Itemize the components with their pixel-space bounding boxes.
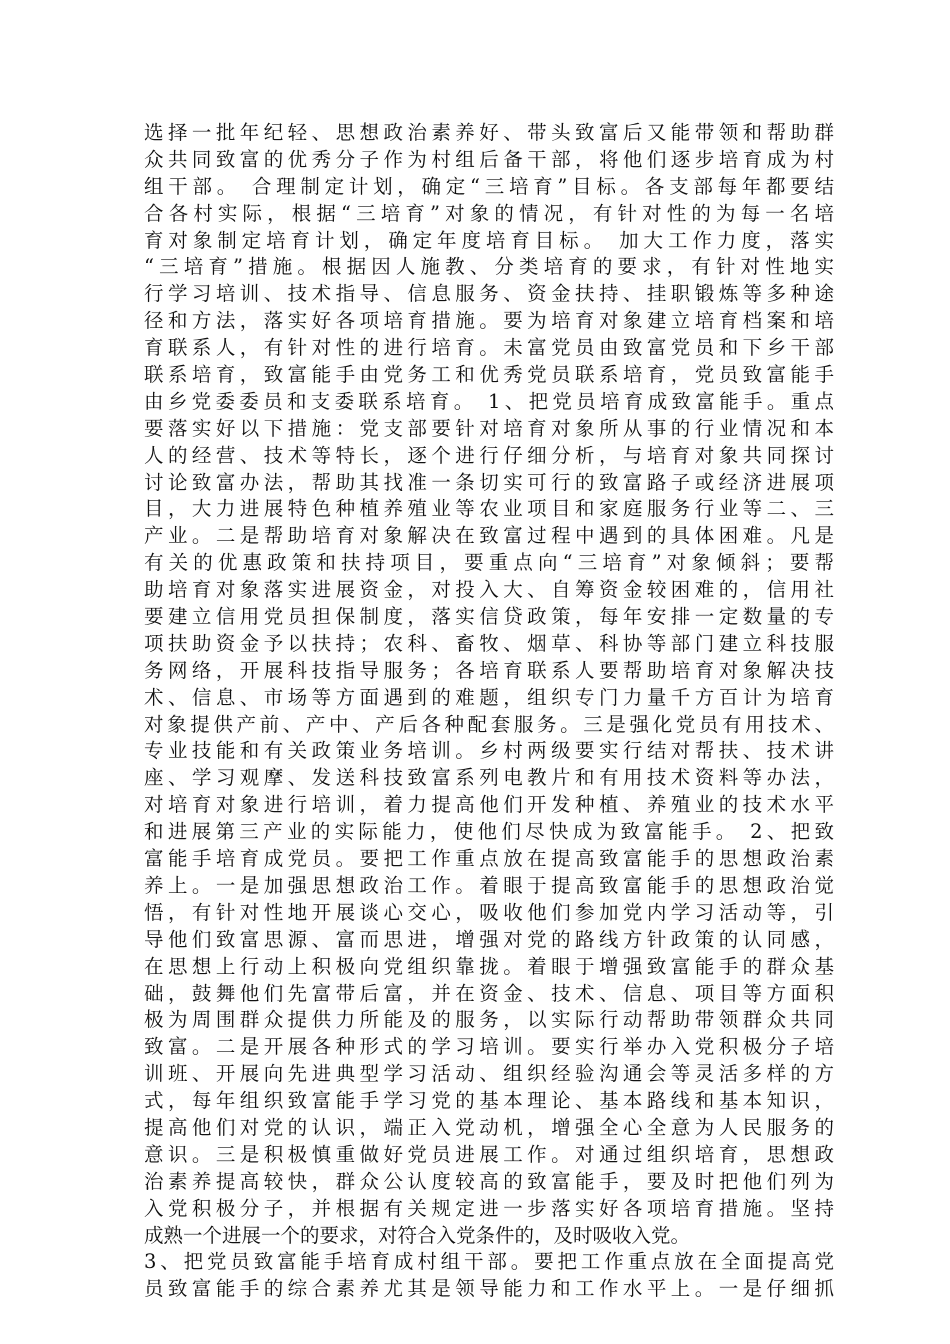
text-line: 在思想上行动上积极向党组织靠拢。着眼于增强致富能手的群众基 [144,954,834,978]
text-line: 合各村实际，根据“三培育”对象的情况，有针对性的为每一名培 [144,201,834,225]
text-line: 产业。二是帮助培育对象解决在致富过程中遇到的具体困难。凡是 [144,524,834,548]
text-line: 导他们致富思源、富而思进，增强对党的路线方针政策的认同感， [144,927,834,951]
text-line: 极为周围群众提供力所能及的服务，以实际行动帮助带领群众共同 [144,1008,834,1032]
text-line: 富能手培育成党员。要把工作重点放在提高致富能手的思想政治素 [144,847,834,871]
text-line: 对培育对象进行培训，着力提高他们开发种植、养殖业的技术水平 [144,793,834,817]
text-line: 目，大力进展特色种植养殖业等农业项目和家庭服务行业等二、三 [144,497,834,521]
text-line: 术、信息、市场等方面遇到的难题，组织专门力量千方百计为培育 [144,685,834,709]
text-line: 由乡党委委员和支委联系培育。 1、把党员培育成致富能手。重点 [144,389,834,413]
text-line: 选择一批年纪轻、思想政治素养好、带头致富后又能带领和帮助群 [144,121,834,144]
text-line: 助培育对象落实进展资金，对投入大、自筹资金较困难的，信用社 [144,578,834,602]
text-line: 座、学习观摩、发送科技致富系列电教片和有用技术资料等办法， [144,766,834,790]
text-line: 组干部。 合理制定计划，确定“三培育”目标。各支部每年都要结 [144,174,834,198]
text-line: 育联系人，有针对性的进行培育。未富党员由致富党员和下乡干部 [144,336,834,360]
text-line: 础，鼓舞他们先富带后富，并在资金、技术、信息、项目等方面积 [144,981,834,1005]
text-line: 有关的优惠政策和扶持项目，要重点向“三培育”对象倾斜；要帮 [144,551,834,575]
text-line: 养上。一是加强思想政治工作。着眼于提高致富能手的思想政治觉 [144,873,834,897]
text-line: 项扶助资金予以扶持；农科、畜牧、烟草、科协等部门建立科技服 [144,631,834,655]
text-line: 3、把党员致富能手培育成村组干部。要把工作重点放在全面提高党 [144,1250,834,1274]
text-line: 要建立信用党员担保制度，落实信贷政策，每年安排一定数量的专 [144,605,834,629]
text-line: 和进展第三产业的实际能力，使他们尽快成为致富能手。 2、把致 [144,820,834,844]
text-line: 务网络，开展科技指导服务；各培育联系人要帮助培育对象解决技 [144,658,834,682]
text-line: 专业技能和有关政策业务培训。乡村两级要实行结对帮扶、技术讲 [144,739,834,763]
text-line: 对象提供产前、产中、产后各种配套服务。三是强化党员有用技术、 [144,712,834,736]
text-line: 致富。二是开展各种形式的学习培训。要实行举办入党积极分子培 [144,1035,834,1059]
text-line: 入党积极分子，并根据有关规定进一步落实好各项培育措施。坚持 [144,1196,834,1220]
text-line: 讨论致富办法，帮助其找准一条切实可行的致富路子或经济进展项 [144,470,834,494]
text-line: 治素养提高较快，群众公认度较高的致富能手，要及时把他们列为 [144,1169,834,1193]
text-line: 行学习培训、技术指导、信息服务、资金扶持、挂职锻炼等多种途 [144,282,834,306]
text-line: 训班、开展向先进典型学习活动、组织经验沟通会等灵活多样的方 [144,1062,834,1086]
text-line: 提高他们对党的认识，端正入党动机，增强全心全意为人民服务的 [144,1115,834,1139]
text-line: 成熟一个进展一个的要求，对符合入党条件的，及时吸收入党。 [144,1223,691,1247]
text-line: 员致富能手的综合素养尤其是领导能力和工作水平上。一是仔细抓 [144,1277,834,1301]
text-line: 要落实好以下措施：党支部要针对培育对象所从事的行业情况和本 [144,416,834,440]
text-line: “三培育”措施。根据因人施教、分类培育的要求，有针对性地实 [144,255,834,279]
text-line: 人的经营、技术等特长，逐个进行仔细分析，与培育对象共同探讨 [144,443,834,467]
text-line: 联系培育，致富能手由党务工和优秀党员联系培育，党员致富能手 [144,363,834,387]
text-line: 众共同致富的优秀分子作为村组后备干部，将他们逐步培育成为村 [144,147,834,171]
text-line: 悟，有针对性地开展谈心交心，吸收他们参加党内学习活动等，引 [144,900,834,924]
text-line: 育对象制定培育计划，确定年度培育目标。 加大工作力度，落实 [144,228,834,252]
text-line: 径和方法，落实好各项培育措施。要为培育对象建立培育档案和培 [144,309,834,333]
text-line: 式，每年组织致富能手学习党的基本理论、基本路线和基本知识， [144,1089,834,1113]
body-text [144,120,834,1303]
text-line: 意识。三是积极慎重做好党员进展工作。对通过组织培育，思想政 [144,1142,834,1166]
